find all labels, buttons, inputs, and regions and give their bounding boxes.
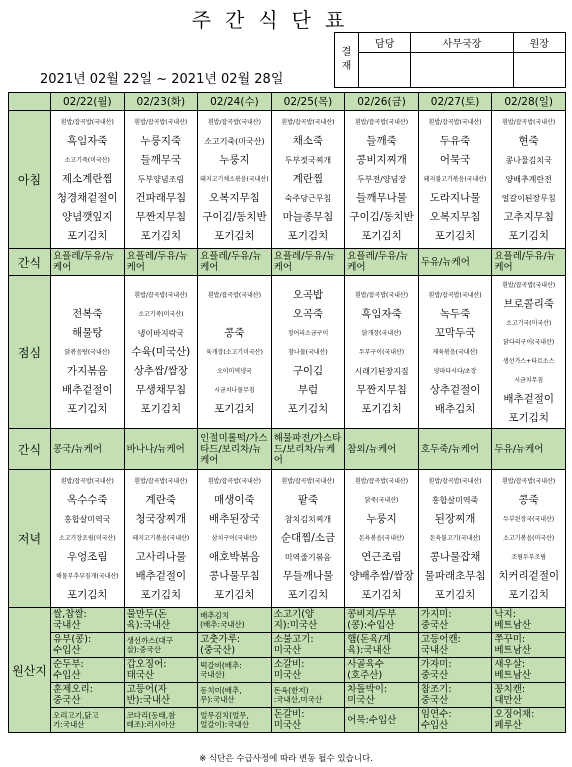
dish-item: 오이미역냉국 <box>217 367 252 375</box>
dish-item: 육개장(소고기미국산) <box>205 348 263 356</box>
dish-item: 흰밥/잡곡밥(국내산) <box>354 291 409 299</box>
approval-sign-manager <box>411 53 513 88</box>
dish-item: 양념깻잎지 <box>61 211 113 223</box>
dinner-cell <box>124 470 198 608</box>
snack-cell: 참외/뉴케어 <box>345 429 419 470</box>
dish-item: 홍합살미역국 <box>64 515 111 524</box>
origin-cell: 돈육(한지) :국내산,미국산 <box>271 683 345 708</box>
dish-item: 해물탕 <box>72 326 103 339</box>
dish-item: 상추쌈/쌈장 <box>133 364 188 377</box>
dinner-cell <box>418 470 492 608</box>
dish-item: 포기김치 <box>287 230 329 242</box>
lunch-cell <box>492 276 566 429</box>
origin-cell: 훈제오리: 중국산 <box>51 683 125 708</box>
dish-item: 포기김치 <box>361 402 402 415</box>
origin-cell: 유부(콩): 수입산 <box>51 633 125 658</box>
origin-row <box>9 708 566 733</box>
dish-item: 누룽지 <box>219 154 250 166</box>
dish-item: 물파래초무침 <box>424 570 486 582</box>
dish-item: 들깨무국 <box>140 154 182 166</box>
origin-row <box>9 633 566 658</box>
origin-row <box>9 658 566 683</box>
dish-item: 건파래무침 <box>135 192 187 204</box>
origin-cell: 오리고기,닭고 기:국내산 <box>51 708 125 733</box>
dish-item: 소고기죽(미국산) <box>64 157 110 164</box>
lunch-cell <box>198 276 272 429</box>
dish-item: 조림두부조림 <box>511 554 547 561</box>
dish-item: 애호박볶음 <box>209 551 260 563</box>
dish-item: 흰밥/잡곡밥(국내산) <box>428 119 482 126</box>
day-header: 02/26(금) <box>345 93 419 111</box>
dish-item: 포기김치 <box>361 230 402 242</box>
day-header: 02/27(토) <box>418 93 492 111</box>
origin-cell: 갑오징어: 태국산 <box>124 658 198 683</box>
dish-item: 돼지고기볶음(국내산) <box>132 535 190 542</box>
lunch-cell <box>271 276 345 429</box>
approval-header-staff: 담당 <box>359 33 411 53</box>
dish-item: 두부된장국(국내산) <box>503 516 555 523</box>
dish-item: 콩죽 <box>224 326 245 339</box>
dish-item: 가지볶음 <box>66 364 108 377</box>
dish-item: 콩나물잡채 <box>429 551 481 563</box>
weekly-menu-table <box>8 92 566 733</box>
dish-item: 마늘종무침 <box>282 211 334 223</box>
origin-cell: 고등어(자 반):국내산 <box>124 683 198 708</box>
origin-cell: 참조기: 중국산 <box>418 683 492 708</box>
breakfast-row <box>9 111 566 249</box>
dish-item: 포기김치 <box>140 230 182 242</box>
dish-item: 흰밥/잡곡밥(국내산) <box>281 478 335 485</box>
dish-item: 누룽지 <box>366 513 397 525</box>
dish-item: 닭다리구이(국내산) <box>503 339 555 346</box>
breakfast-cell <box>51 111 125 249</box>
dish-item: 배추겉절이 <box>61 383 113 396</box>
dish-item: 소고기장조림(미국산) <box>58 535 116 542</box>
dish-item: 포기김치 <box>66 589 108 601</box>
dish-item: 포기김치 <box>287 589 329 601</box>
dish-item: 구이김/동치반 <box>202 211 267 223</box>
dish-item: 연근조림 <box>361 551 402 563</box>
origin-cell: 오징어채: 페루산 <box>492 708 566 733</box>
origin-cell: 사골육수 (호주산) <box>345 658 419 683</box>
dish-item: 흰밥/잡곡밥(국내산) <box>60 119 114 126</box>
snack1-row <box>9 249 566 276</box>
approval-header-manager: 사무국장 <box>411 33 513 53</box>
dish-item: 정어리소금구이 <box>287 329 329 337</box>
dish-item: 숙주당근무침 <box>284 194 332 203</box>
dish-item: 수육(미국산) <box>131 345 191 358</box>
dish-item: 두부양념조림 <box>137 175 185 184</box>
dish-item: 흰밥/잡곡밥(국내산) <box>502 478 556 485</box>
dish-item: 도라지나물 <box>429 192 481 204</box>
snack2-row <box>9 429 566 470</box>
origin-cell: 동치미(배추, 무):국내산 <box>198 683 272 708</box>
origin-cell: 물만두(돈 육):국내산 <box>124 608 198 633</box>
dish-item: 닭개장(국내산) <box>361 329 402 337</box>
snack-cell: 요플레/두유/뉴케어 <box>198 249 272 276</box>
lunch-cell <box>51 276 125 429</box>
origin-cell: 고춧가루: (중국산) <box>198 633 272 658</box>
meal-label-breakfast: 아침 <box>9 111 51 249</box>
dinner-cell <box>492 470 566 608</box>
dish-item: 흰밥/잡곡밥(국내산) <box>207 119 261 126</box>
dish-item: 홍합살미역죽 <box>431 496 479 505</box>
dish-item: 청경채겉절이 <box>56 192 118 204</box>
menu-period: 2021년 02월 22일 ~ 2021년 02월 28일 <box>40 72 284 87</box>
dish-item: 해물부추부침개(국내산) <box>55 573 119 580</box>
meal-label-snack1: 간식 <box>9 249 51 276</box>
dish-item: 브로콜리죽 <box>503 298 555 310</box>
dish-item: 흑임자죽 <box>66 135 108 147</box>
dish-item: 포기김치 <box>508 230 549 242</box>
snack-cell: 요플레/두유/뉴케어 <box>51 249 125 276</box>
dish-item: 두부젓국찌개 <box>284 156 332 165</box>
dish-item: 흰밥/잡곡밥(국내산) <box>134 478 188 485</box>
dish-item: 매생이죽 <box>214 494 255 506</box>
dish-item: 흑임자죽 <box>361 307 402 320</box>
snack-cell: 해물파전/가스타드/보리차/뉴케어 <box>271 429 345 470</box>
dish-item: 콩나물무침 <box>209 570 260 582</box>
dish-item: 돈육불고기(국내산) <box>429 535 481 542</box>
breakfast-cell <box>271 111 345 249</box>
dish-item: 미역줄기볶음 <box>284 553 332 562</box>
dish-item: 녹두죽 <box>439 307 471 320</box>
approval-sign-director <box>513 53 565 88</box>
dish-item: 오복지무침 <box>429 211 481 223</box>
dish-item: 배추김치 <box>434 402 476 415</box>
footnote: ※ 식단은 수급사정에 따라 변동 될수 있습니다. <box>199 754 373 764</box>
dish-item: 들깨죽 <box>366 135 397 147</box>
day-header: 02/24(수) <box>198 93 272 111</box>
approval-side-label: 결 재 <box>335 33 359 88</box>
dish-item: 채소죽 <box>292 135 324 147</box>
dish-item: 흰밥/잡곡밥(국내산) <box>134 119 188 126</box>
dish-item: 포기김치 <box>140 589 182 601</box>
dish-item: 제육볶음(국내산) <box>432 348 478 356</box>
dinner-cell <box>198 470 272 608</box>
origin-cell: 콩비지/두부 (콩):수입산 <box>345 608 419 633</box>
snack-cell: 요플레/두유/뉴케어 <box>345 249 419 276</box>
dish-item: 콩비지찌개 <box>356 154 407 166</box>
origin-cell: 차돌박이: 미국산 <box>345 683 419 708</box>
dish-item: 포기김치 <box>508 589 549 601</box>
dish-item: 흰밥/잡곡밥(국내산) <box>428 291 482 299</box>
dish-item: 포기김치 <box>66 402 108 415</box>
dish-item: 닭죽(국내산) <box>364 497 399 504</box>
snack-cell: 요플레/두유/뉴케어 <box>124 249 198 276</box>
origin-cell: 생선까스(대구 살):중국산 <box>124 633 198 658</box>
dish-item: 소고기볶음(미국산) <box>503 535 555 542</box>
dish-item: 포기김치 <box>361 589 402 601</box>
dish-item: 구이김 <box>292 364 324 377</box>
dish-item: 시금치무침 <box>514 377 544 384</box>
origin-cell: 고등어캔: 국내산 <box>418 633 492 658</box>
origin-cell: 순두부: 수입산 <box>51 658 125 683</box>
dish-item: 오곡죽 <box>292 307 324 320</box>
dish-item: 누룽지죽 <box>140 135 182 147</box>
dish-item: 고추지무침 <box>503 211 555 223</box>
dish-item: 무짠지무침 <box>356 383 407 396</box>
dish-item: 참나물(국내산) <box>288 348 328 356</box>
dish-item: 포기김치 <box>508 412 549 424</box>
lunch-cell <box>124 276 198 429</box>
dish-item: 흰밥/잡곡밥(국내산) <box>134 291 188 299</box>
dish-item: 얼갈이된장무침 <box>501 194 556 203</box>
origin-cell: 가지미: 중국산 <box>418 608 492 633</box>
snack-cell: 인절미롤떡/가스타드/보리차/뉴케어 <box>198 429 272 470</box>
meal-label-snack2: 간식 <box>9 429 51 470</box>
origin-cell: 가자미: 중국산 <box>418 658 492 683</box>
dish-item: 흰밥/잡곡밥(국내산) <box>207 478 261 485</box>
corner-cell <box>9 93 51 111</box>
dish-item: 소고기죽(미국산) <box>204 137 265 146</box>
dish-item: 상추겉절이 <box>429 383 481 396</box>
dish-item: 시래기된장지짐 <box>354 366 409 376</box>
dish-item: 생선가스+타르소스 <box>502 358 555 365</box>
dish-item: 콩나물김치국 <box>505 156 552 165</box>
snack-cell: 두유/뉴케어 <box>418 249 492 276</box>
approval-sign-staff <box>359 53 411 88</box>
dish-item: 흰밥/잡곡밥(국내산) <box>428 478 482 485</box>
origin-cell: 떡갈비(배추: 국내산) <box>198 658 272 683</box>
dish-item: 양배추쌈/쌈장 <box>349 570 414 582</box>
dish-item: 오복지무침 <box>209 192 260 204</box>
dish-item <box>52 286 123 305</box>
snack-cell: 두유/뉴케어 <box>492 429 566 470</box>
dish-item: 팥죽 <box>297 494 319 506</box>
snack-cell: 요플레/두유/뉴케어 <box>492 249 566 276</box>
snack-cell: 호두죽/뉴케어 <box>418 429 492 470</box>
dish-item: 시금치나물무침 <box>214 386 255 394</box>
snack-cell: 바나나/뉴케어 <box>124 429 198 470</box>
breakfast-cell <box>492 111 566 249</box>
breakfast-cell <box>198 111 272 249</box>
dish-item: 포기김치 <box>214 589 255 601</box>
dish-item: 배추겉절이 <box>503 393 555 405</box>
dish-item: 오곡밥 <box>292 288 324 301</box>
dish-item: 현죽 <box>518 135 539 147</box>
dinner-cell <box>345 470 419 608</box>
dish-item: 포기김치 <box>434 230 476 242</box>
approval-box <box>334 32 566 88</box>
dish-item: 포기김치 <box>66 230 108 242</box>
dish-item: 포기김치 <box>140 402 182 415</box>
origin-cell: 어묵:수입산 <box>345 708 419 733</box>
origin-cell: 배추김치 (배추:국내산) <box>198 608 272 633</box>
dish-item: 포기김치 <box>214 230 255 242</box>
day-header: 02/22(월) <box>51 93 125 111</box>
day-header: 02/23(화) <box>124 93 198 111</box>
dish-item: 구이김/동치반 <box>349 211 414 223</box>
dish-item: 무짠지무침 <box>135 211 187 223</box>
dish-item: 옥수수죽 <box>66 494 108 506</box>
origin-cell: 돈갈비: 미국산 <box>271 708 345 733</box>
origin-cell: 햄(돈육/계 육):국내산 <box>345 633 419 658</box>
breakfast-cell <box>418 111 492 249</box>
dish-item: 치커리겉절이 <box>498 570 560 582</box>
dish-item: 흰밥/잡곡밥(국내산) <box>60 478 114 485</box>
origin-cell: 꽁치캔: 대만산 <box>492 683 566 708</box>
dish-item: 두유죽 <box>439 135 471 147</box>
dish-item: 들깨무나물 <box>356 192 407 204</box>
breakfast-cell <box>124 111 198 249</box>
origin-cell: 소갈비: 미국산 <box>271 658 345 683</box>
dinner-row <box>9 470 566 608</box>
lunch-cell <box>345 276 419 429</box>
dish-item: 배추된장국 <box>209 513 260 525</box>
dish-item: 어묵국 <box>439 154 471 166</box>
dish-item <box>199 305 270 324</box>
origin-cell: 얼무김치(얼무, 얼갈이):국내산 <box>198 708 272 733</box>
origin-cell: 소고기(양 지):미국산 <box>271 608 345 633</box>
dish-item: 양파다시다/초장 <box>433 367 477 375</box>
dish-item: 계란죽 <box>145 494 177 506</box>
dish-item: 소고기죽(미국산) <box>138 310 184 318</box>
dish-item: 제소계란찜 <box>61 173 113 185</box>
dish-item: 배추겉절이 <box>135 570 187 582</box>
dish-item: 흰밥/잡곡밥(국내산) <box>354 478 409 485</box>
origin-row <box>9 683 566 708</box>
day-header: 02/25(목) <box>271 93 345 111</box>
dinner-cell <box>51 470 125 608</box>
dish-item: 냉이바지락국 <box>137 328 185 338</box>
lunch-cell <box>418 276 492 429</box>
approval-header-director: 원장 <box>513 33 565 53</box>
dish-item: 돈육볶음(국내산) <box>358 535 405 542</box>
lunch-row <box>9 276 566 429</box>
snack-cell: 콩국/뉴케어 <box>51 429 125 470</box>
dish-item: 청국장찌개 <box>135 513 187 525</box>
dish-item: 포기김치 <box>214 402 255 415</box>
dish-item: 포기김치 <box>287 402 329 415</box>
day-header: 02/28(일) <box>492 93 566 111</box>
dish-item: 소고기국(미국산) <box>506 320 552 327</box>
dish-item: 두부전/양념장 <box>356 175 407 184</box>
dish-item: 흰밥/잡곡밥(국내산) <box>502 282 556 289</box>
dish-item: 고사리나물 <box>135 551 187 563</box>
dish-item: 참치김치찌개 <box>284 515 332 524</box>
breakfast-cell <box>345 111 419 249</box>
dish-item: 흰밥/잡곡밥(국내산) <box>281 119 335 126</box>
dish-item: 양배추계란전 <box>505 175 552 184</box>
dish-item: 무들깨나물 <box>282 570 334 582</box>
dish-item: 삼치구이(국내산) <box>211 535 258 542</box>
dish-item: 닭볶음탕(국내산) <box>64 348 110 356</box>
dish-item: 부럼 <box>297 383 319 396</box>
dish-item: 우엉조림 <box>66 551 108 563</box>
dish-item: 흰밥/잡곡밥(국내산) <box>207 291 261 299</box>
day-header-row <box>9 93 566 111</box>
dish-item: 된장찌개 <box>434 513 476 525</box>
dish-item: 무생채무침 <box>135 383 187 396</box>
meal-label-dinner: 저녁 <box>9 470 51 608</box>
origin-cell: 새우살: 베트남산 <box>492 658 566 683</box>
meal-label-lunch: 점심 <box>9 276 51 429</box>
snack-cell: 요플레/두유/뉴케어 <box>271 249 345 276</box>
origin-cell: 쌀,찹쌀: 국내산 <box>51 608 125 633</box>
dish-item: 두부구이(국내산) <box>358 348 405 356</box>
meal-label-origin: 원산지 <box>9 608 51 733</box>
dish-item: 돼지고기채소볶음(국내산) <box>200 176 269 183</box>
origin-cell: 쭈꾸미: 베트남산 <box>492 633 566 658</box>
origin-cell: 코다리(동태,참 태조):러시아산 <box>124 708 198 733</box>
dish-item: 콩죽 <box>518 494 539 506</box>
origin-cell: 임연수: 수입산 <box>418 708 492 733</box>
origin-cell: 낙지: 베트남산 <box>492 608 566 633</box>
origin-cell: 소불고기: 미국산 <box>271 633 345 658</box>
dish-item: 계란찜 <box>292 173 324 185</box>
dish-item: 돼지불고기볶음(국내산) <box>423 176 487 183</box>
dish-item: 포기김치 <box>434 589 476 601</box>
dish-item: 흰밥/잡곡밥(국내산) <box>354 119 409 126</box>
page-title: 주간식단표 <box>191 8 359 32</box>
dish-item: 전복죽 <box>72 307 103 320</box>
dinner-cell <box>271 470 345 608</box>
dish-item: 순대찜/소금 <box>280 532 336 544</box>
origin-row <box>9 608 566 633</box>
dish-item: 흰밥/잡곡밥(국내산) <box>502 119 556 126</box>
dish-item: 꼬막두국 <box>434 326 476 339</box>
